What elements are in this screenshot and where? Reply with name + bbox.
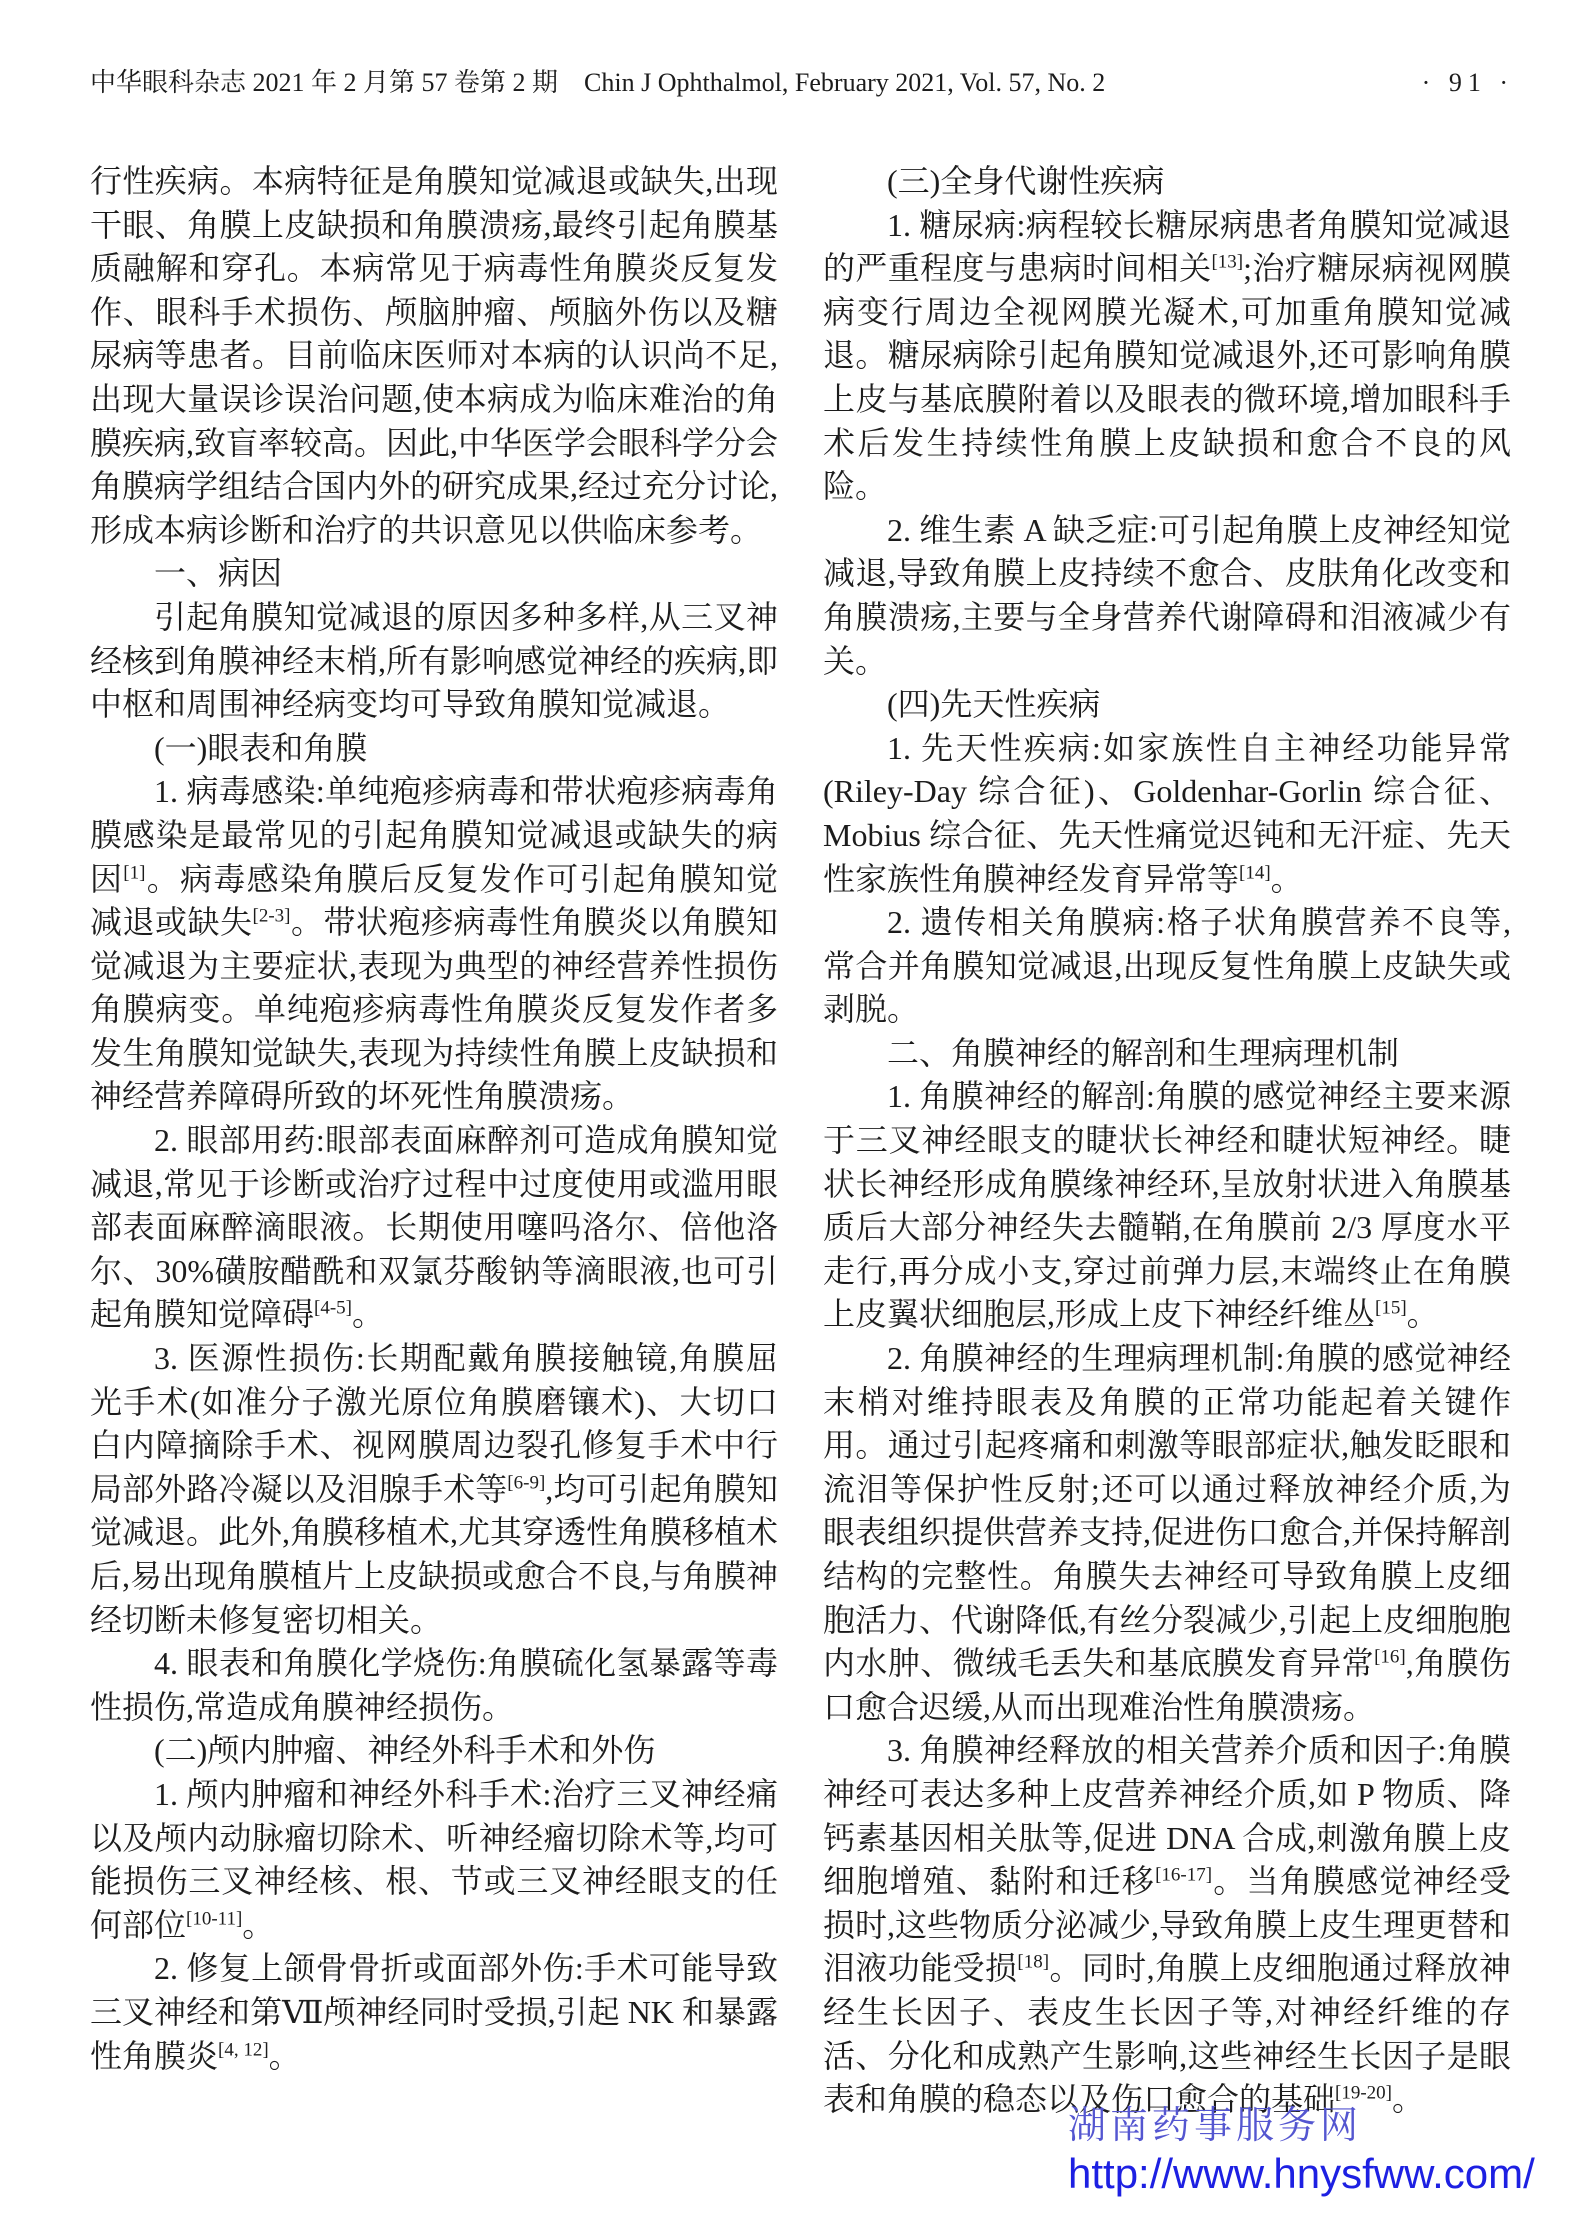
section-heading: (一)眼表和角膜	[154, 729, 368, 766]
section-heading: (四)先天性疾病	[887, 686, 1101, 723]
reference-superscript: [10-11]	[186, 1908, 243, 1930]
reference-superscript: [14]	[1239, 861, 1271, 883]
reference-superscript: [18]	[1017, 1951, 1050, 1973]
paragraph: 2. 修复上颌骨骨折或面部外伤:手术可能导致三叉神经和第Ⅶ颅神经同时受损,引起 NK 和暴露性角膜炎[4, 12]。	[90, 1950, 778, 2074]
watermark-site-name: 湖南药事服务网	[1068, 2105, 1363, 2147]
paragraph: 2. 眼部用药:眼部表面麻醉剂可造成角膜知觉减退,常见于诊断或治疗过程中过度使用或滥用眼部表面麻醉滴眼液。长期使用噻吗洛尔、倍他洛尔、30%磺胺醋酰和双氯芬酸钠等滴眼液,也可引起角膜知觉障碍[4-5]。	[90, 1122, 778, 1333]
reference-superscript: [4, 12]	[218, 2038, 269, 2060]
section-heading: (二)颅内肿瘤、神经外科手术和外伤	[154, 1732, 656, 1769]
paragraph: 1. 角膜神经的解剖:角膜的感觉神经主要来源于三叉神经眼支的睫状长神经和睫状短神经。睫状长神经形成角膜缘神经环,呈放射状进入角膜基质后大部分神经失去髓鞘,在角膜前 2/3 厚度水平走行,再分成小支,穿过前弹力层,末端终止在角膜上皮翼状细胞层,形成上皮下神经纤维丛[15]。	[823, 1078, 1511, 1333]
paragraph: 1. 糖尿病:病程较长糖尿病患者角膜知觉减退的严重程度与患病时间相关[13];治疗糖尿病视网膜病变行周边全视网膜光凝术,可加重角膜知觉减退。糖尿病除引起角膜知觉减退外,还可影响角膜上皮与基底膜附着以及眼表的微环境,增加眼科手术后发生持续性角膜上皮缺损和愈合不良的风险。	[823, 206, 1511, 505]
paragraph: 2. 维生素 A 缺乏症:可引起角膜上皮神经知觉减退,导致角膜上皮持续不愈合、皮肤角化改变和角膜溃疡,主要与全身营养代谢障碍和泪液减少有关。	[823, 511, 1511, 679]
reference-superscript: [15]	[1375, 1297, 1407, 1319]
watermark-url: http://www.hnysfww.com/	[1068, 2149, 1535, 2197]
reference-superscript: [1]	[123, 861, 146, 883]
reference-superscript: [19-20]	[1335, 2082, 1392, 2104]
page-number: · 91 ·	[1421, 68, 1514, 97]
running-title	[90, 62, 1105, 99]
paragraph: 1. 先天性疾病:如家族性自主神经功能异常(Riley-Day 综合征)、Goldenhar-Gorlin 综合征、Mobius 综合征、先天性痛觉迟钝和无汗症、先天性家族性角膜神经发育异常等[14]。	[823, 729, 1511, 897]
reference-superscript: [16-17]	[1155, 1864, 1213, 1886]
paragraph: 3. 角膜神经释放的相关营养介质和因子:角膜神经可表达多种上皮营养神经介质,如 P 物质、降钙素基因相关肽等,促进 DNA 合成,刺激角膜上皮细胞增殖、黏附和迁移[16-17]。当角膜感觉神经受损时,这些物质分泌减少,导致角膜上皮生理更替和泪液功能受损[18]。同时,角膜上皮细胞通过释放神经生长因子、表皮生长因子等,对神经纤维的存活、分化和成熟产生影响,这些神经生长因子是眼表和角膜的稳态以及伤口愈合的基础[19-20]。	[823, 1732, 1512, 2118]
paragraph: 2. 遗传相关角膜病:格子状角膜营养不良等,常合并角膜知觉减退,出现反复性角膜上皮缺失或剥脱。	[823, 904, 1511, 1028]
reference-superscript: [6-9]	[507, 1472, 546, 1494]
section-heading: 一、病因	[154, 555, 283, 592]
reference-superscript: [13]	[1211, 251, 1244, 273]
paragraph: 3. 医源性损伤:长期配戴角膜接触镜,角膜屈光手术(如准分子激光原位角膜磨镶术)、大切口白内障摘除手术、视网膜周边裂孔修复手术中行局部外路冷凝以及泪腺手术等[6-9],均可引起角膜知觉减退。此外,角膜移植术,尤其穿透性角膜移植术后,易出现角膜植片上皮缺损或愈合不良,与角膜神经切断未修复密切相关。	[90, 1340, 779, 1638]
reference-superscript: [4-5]	[314, 1297, 352, 1319]
page-header	[90, 62, 1514, 99]
paragraph: 1. 颅内肿瘤和神经外科手术:治疗三叉神经痛以及颅内动脉瘤切除术、听神经瘤切除术等,均可能损伤三叉神经核、根、节或三叉神经眼支的任何部位[10-11]。	[90, 1775, 778, 1943]
paragraph: 行性疾病。本病特征是角膜知觉减退或缺失,出现干眼、角膜上皮缺损和角膜溃疡,最终引起角膜基质融解和穿孔。本病常见于病毒性角膜炎反复发作、眼科手术损伤、颅脑肿瘤、颅脑外伤以及糖尿病等患者。目前临床医师对本病的认识尚不足,出现大量误诊误治问题,使本病成为临床难治的角膜疾病,致盲率较高。因此,中华医学会眼科学分会角膜病学组结合国内外的研究成果,经过充分讨论,形成本病诊断和治疗的共识意见以供临床参考。	[90, 163, 779, 548]
section-heading: 二、角膜神经的解剖和生理病理机制	[887, 1034, 1400, 1071]
paragraph: 1. 病毒感染:单纯疱疹病毒和带状疱疹病毒角膜感染是最常见的引起角膜知觉减退或缺失的病因[1]。病毒感染角膜后反复发作可引起角膜知觉减退或缺失[2-3]。带状疱疹病毒性角膜炎以角膜知觉减退为主要症状,表现为典型的神经营养性损伤角膜病变。单纯疱疹病毒性角膜炎反复发作者多发生角膜知觉缺失,表现为持续性角膜上皮缺损和神经营养障碍所致的坏死性角膜溃疡。	[90, 773, 778, 1115]
text-column-right	[823, 160, 1511, 2122]
journal-title-en: Chin J Ophthalmol, February 2021, Vol. 57, No. 2	[584, 68, 1106, 97]
text-column-left	[90, 160, 778, 2078]
reference-superscript: [2-3]	[252, 905, 291, 927]
paragraph: 4. 眼表和角膜化学烧伤:角膜硫化氢暴露等毒性损伤,常造成角膜神经损伤。	[90, 1645, 778, 1725]
journal-title-cn: 中华眼科杂志 2021 年 2 月第 57 卷第 2 期	[90, 68, 559, 97]
reference-superscript: [16]	[1374, 1646, 1406, 1668]
paragraph: 引起角膜知觉减退的原因多种多样,从三叉神经核到角膜神经末梢,所有影响感觉神经的疾病,即中枢和周围神经病变均可导致角膜知觉减退。	[90, 598, 779, 723]
section-heading: (三)全身代谢性疾病	[887, 163, 1165, 199]
paragraph: 2. 角膜神经的生理病理机制:角膜的感觉神经末梢对维持眼表及角膜的正常功能起着关键作用。通过引起疼痛和刺激等眼部症状,触发眨眼和流泪等保护性反射;还可以通过释放神经介质,为眼表组织提供营养支持,促进伤口愈合,并保持解剖结构的完整性。角膜失去神经可导致角膜上皮细胞活力、代谢降低,有丝分裂减少,引起上皮细胞胞内水肿、微绒毛丢失和基底膜发育异常[16],角膜伤口愈合迟缓,从而出现难治性角膜溃疡。	[823, 1340, 1512, 1725]
watermark	[1068, 2104, 1535, 2198]
